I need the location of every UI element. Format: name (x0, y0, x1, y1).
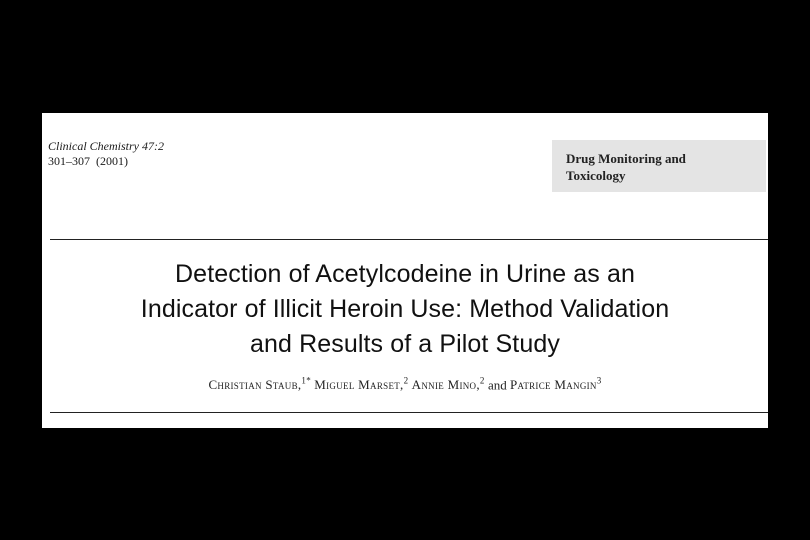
title-line-2: Indicator of Illicit Heroin Use: Method Validation (140, 295, 670, 323)
section-tag (552, 140, 766, 192)
journal-name-line (48, 139, 164, 154)
section-tag-line-2: Toxicology (566, 168, 626, 183)
author-4 (510, 377, 602, 392)
article-title (42, 257, 768, 362)
title-line-1: Detection of Acetylcodeine in Urine as an (175, 260, 635, 288)
author-4-name: Patrice Mangin (510, 377, 597, 393)
author-1-affiliation: 1* (301, 376, 312, 386)
author-list (42, 376, 768, 393)
author-3 (412, 377, 485, 392)
author-1 (208, 377, 311, 392)
author-conjunction: and (487, 377, 507, 393)
author-3-name: Annie Mino, (411, 377, 480, 393)
author-4-affiliation: 3 (596, 376, 602, 386)
section-tag-line-1: Drug Monitoring and (566, 151, 686, 166)
journal-pages-line (48, 154, 164, 169)
journal-volume-issue: 47:2 (142, 139, 164, 153)
journal-year: (2001) (96, 154, 128, 168)
title-line-3: and Results of a Pilot Study (250, 330, 560, 358)
article-header-clipping (42, 113, 768, 428)
journal-name: Clinical Chemistry (48, 139, 139, 153)
author-2-affiliation: 2 (403, 376, 409, 386)
author-2-name: Miguel Marset, (314, 377, 404, 393)
author-2 (314, 377, 408, 392)
journal-citation (48, 139, 164, 169)
author-1-name: Christian Staub, (208, 377, 302, 393)
journal-pages: 301–307 (48, 154, 90, 168)
top-divider (50, 239, 768, 240)
bottom-divider (50, 412, 768, 413)
author-3-affiliation: 2 (479, 376, 485, 386)
